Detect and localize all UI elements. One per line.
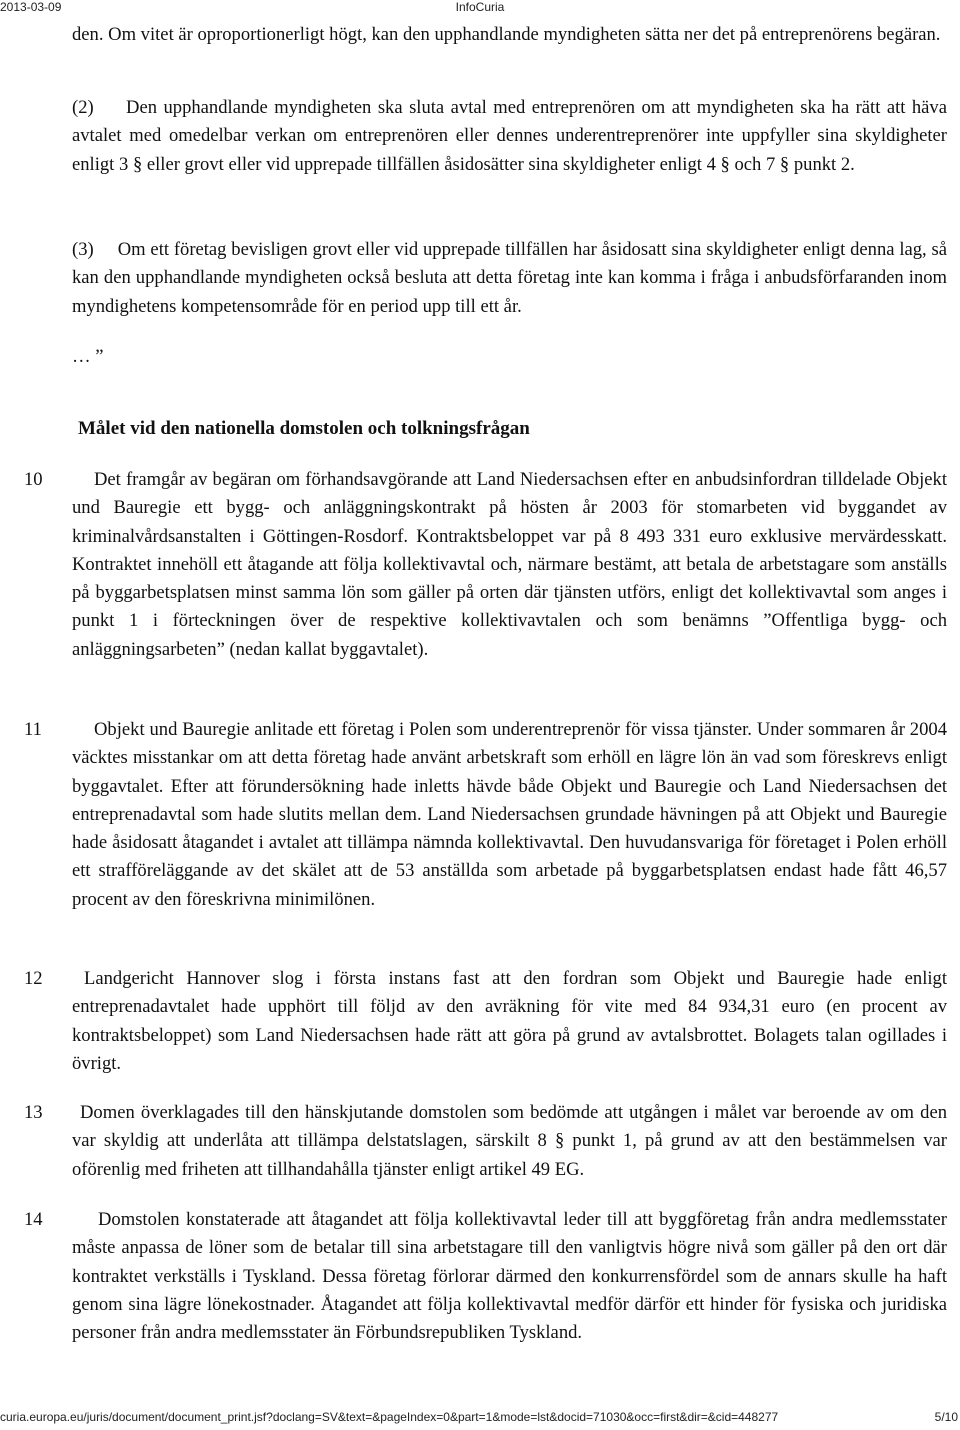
paragraph-text: Det framgår av begäran om förhandsavgörande att Land Niedersachsen efter en anbudsinfordran tilldelade Objekt und Bauregie ett bygg- och anläggningskontrakt på hösten år 2003 för stomarbeten vid byggandet av kriminalvårdsanstalten i Göttingen-Rosdorf. Kontraktsbeloppet var på 8 493 331 euro exklusive mervärdesskatt. Kontraktet innehöll ett åtagande att följa kollektivavtal och, närmare bestämt, att betala de arbetstagare som anställs på byggarbetsplatsen minst samma lön som gäller på orten där tjänsten utförs, enligt det kollektivavtal som anges i punkt 1 i förteckningen över de respektive kollektivavtalen och som benämns ”Offentliga bygg- och anläggningsarbeten” (nedan kallat byggavtalet). [72, 469, 947, 660]
print-date: 2013-03-09 [0, 0, 62, 14]
text-block-continuation: den. Om vitet är oproportionerligt högt, kan den upphandlande myndigheten sätta ner det på entreprenörens begäran. [72, 24, 941, 45]
ellipsis-quote: … ” [72, 346, 104, 367]
paragraph-text: Objekt und Bauregie anlitade ett företag i Polen som underentreprenör för vissa tjänster. Under sommaren år 2004 väcktes misstankar om att detta företag hade använt arbetskraft som erhöll en lägre lön än vad som föreskrevs enligt byggavtalet. Efter att förundersökning hade inletts hävde både Objekt und Bauregie och Land Niedersachsen det entreprenadavtal som hade slutits mellan dem. Land Niedersachsen grundade hävningen på att Objekt und Bauregie hade åsidosatt åtagandet i avtalet att tillämpa nämnda kollektivavtal. Den huvudansvariga för företaget i Polen erhöll ett strafföreläggande av det skälet att de 53 anställda som arbetade på byggarbetsplatsen endast hade fått 46,57 procent av den föreskrivna minimilönen. [72, 719, 947, 910]
text-block-item-3: (3) Om ett företag bevisligen grovt eller vid upprepade tillfällen har åsidosatt sina skyldigheter enligt denna lag, så kan den upphandlande myndigheten också besluta att detta företag inte kan komma i fråga i anbudsförfaranden inom myndighetens kompetensområde för en period upp till ett år. [72, 239, 952, 317]
page-counter: 5/10 [934, 1410, 958, 1424]
paragraph-text: Domen överklagades till den hänskjutande domstolen som bedömde att utgången i målet var beroende av om den var skyldig att underlåta att tillämpa delstatslagen, särskilt 8 § punkt 1, på grund av att den bestämmelsen var oförenlig med friheten att tillhandahålla tjänster enligt artikel 49 EG. [72, 1102, 947, 1180]
paragraph-text: Landgericht Hannover slog i första instans fast att den fordran som Objekt und Bauregie hade enligt entreprenadavtalet hade upphört till följd av den avräkning för vite med 84 934,31 euro (en procent av kontraktsbeloppet) som Land Niedersachsen hade rätt att göra på grund av avtalsbrottet. Bolagets talan ogillades i övrigt. [72, 968, 947, 1074]
paragraph-number: 10 [24, 469, 43, 490]
paragraph-number: 11 [24, 719, 42, 740]
paragraph-number: 14 [24, 1209, 43, 1230]
site-name: InfoCuria [455, 0, 505, 14]
paragraph-text: Domstolen konstaterade att åtagandet att följa kollektivavtal leder till att byggföretag från andra medlemsstater måste anpassa de löner som de betalar till sina arbetstagare till den vanligtvis högre nivå som gäller på den ort där kontraktet verkställs i Tyskland. Dessa företag förlorar därmed den konkurrensfördel som de annars skulle ha haft genom sina lägre lönekostnader. Åtagandet att följa kollektivavtal medför därför ett hinder för fysiska och juridiska personer från andra medlemsstater än Förbundsrepubliken Tyskland. [72, 1209, 947, 1344]
text-block-item-2: (2) Den upphandlande myndigheten ska sluta avtal med entreprenören om att myndigheten ska ha rätt att häva avtalet med omedelbar verkan om entreprenören eller dennes underentreprenörer inte uppfyller sina skyldigheter enligt 3 § eller grovt eller vid upprepade tillfällen åsidosätter sina skyldigheter enligt 4 § och 7 § punkt 2. [72, 97, 952, 175]
section-heading: Målet vid den nationella domstolen och tolkningsfrågan [78, 418, 530, 439]
paragraph-number: 13 [24, 1102, 43, 1123]
paragraph-number: 12 [24, 968, 43, 989]
page-url: curia.europa.eu/juris/document/document_print.jsf?doclang=SV&text=&pageIndex=0&part=1&mode=lst&docid=71030&occ=first&dir=&cid=448277 [0, 1410, 779, 1424]
